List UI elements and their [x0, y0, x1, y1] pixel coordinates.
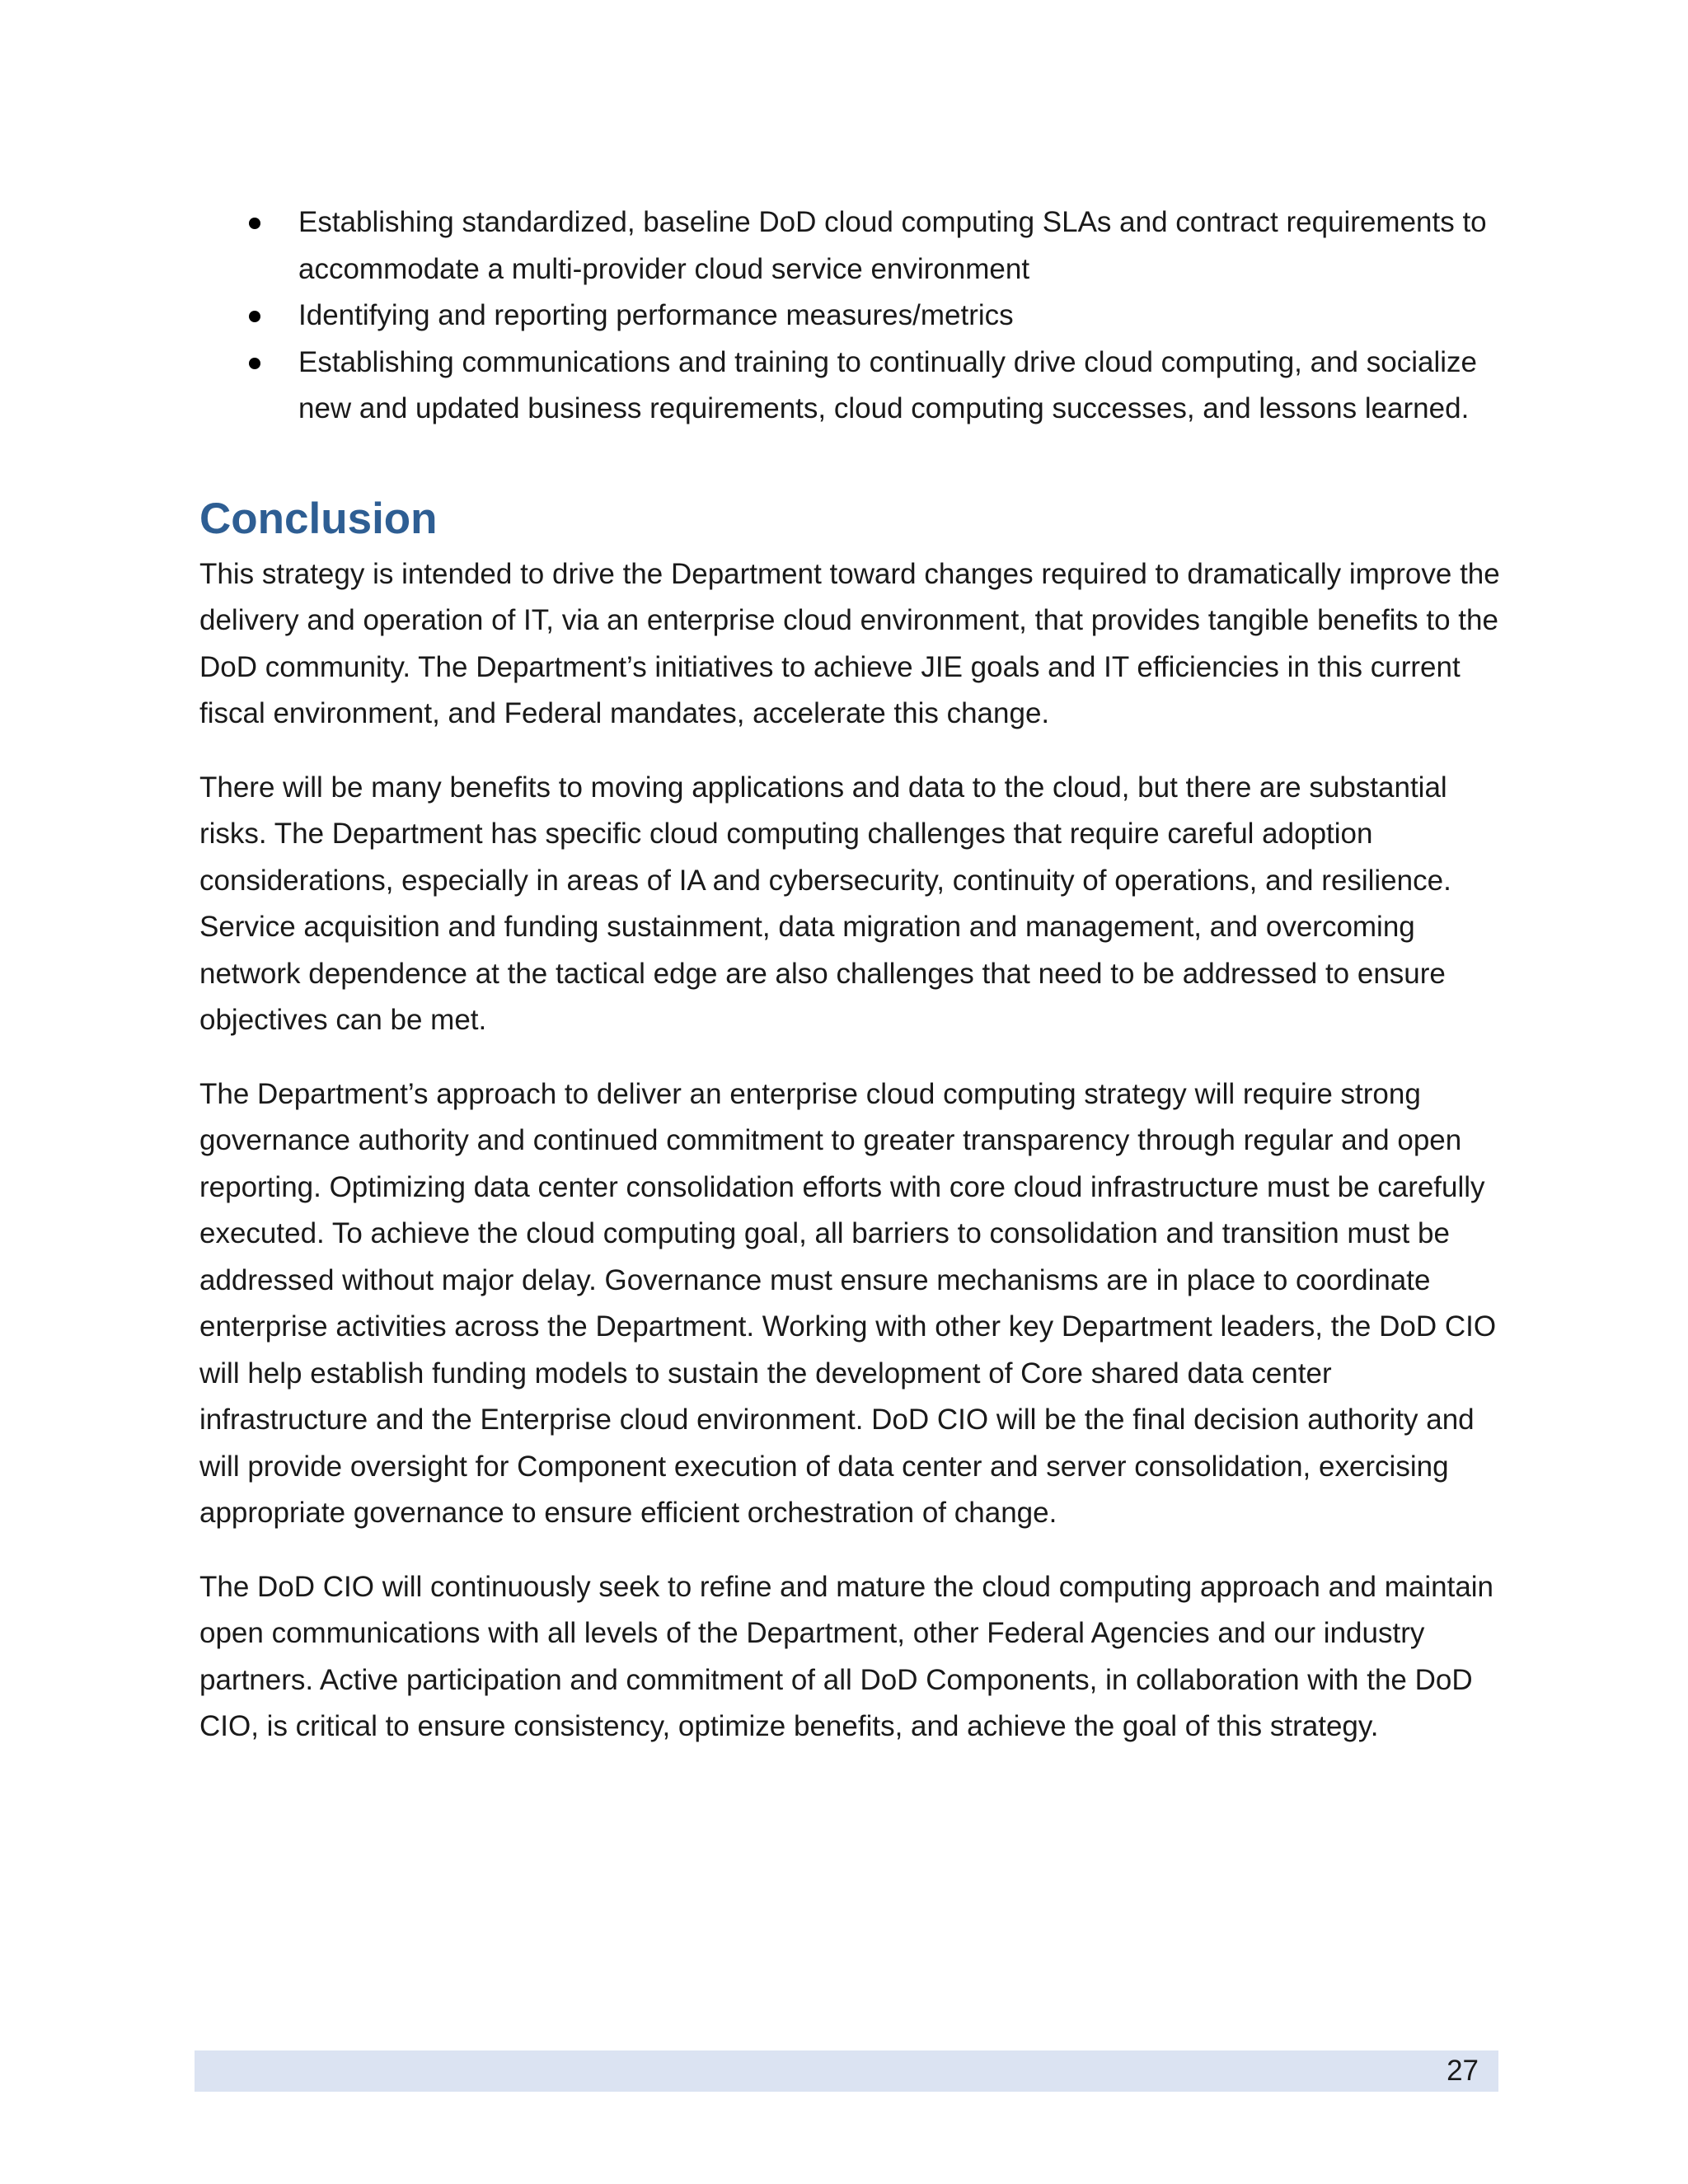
- paragraph: The DoD CIO will continuously seek to refine and mature the cloud computing approach and maintain open communications with all levels of the Department, other Federal Agencies and our industry partners. Active participation and commitment of all DoD Components, in collaboration with the DoD CIO, is critical to ensure consistency, optimize benefits, and achieve the goal of this strategy.: [199, 1570, 1494, 1742]
- bullet-dot-icon: [249, 311, 260, 322]
- bullet-text: Identifying and reporting performance measures/metrics: [298, 299, 1014, 331]
- paragraph: The Department’s approach to deliver an enterprise cloud computing strategy will require strong governance authority and continued commitment to greater transparency through regular and open reporting. Optimizing data center consolidation efforts with core cloud infrastructure must be carefully executed. To achieve the cloud computing goal, all barriers to consolidation and transition must be addressed without major delay. Governance must ensure mechanisms are in place to coordinate enterprise activities across the Department. Working with other key Department leaders, the DoD CIO will help establish funding models to sustain the development of Core shared data center infrastructure and the Enterprise cloud environment. DoD CIO will be the final decision authority and will provide oversight for Component execution of data center and server consolidation, exercising appropriate governance to ensure efficient orchestration of change.: [199, 1077, 1497, 1529]
- bullet-item: [199, 293, 1502, 340]
- paragraph: There will be many benefits to moving applications and data to the cloud, but there are substantial risks. The Department has specific cloud computing challenges that require careful adoption considerations, especially in areas of IA and cybersecurity, continuity of operations, and resilience. Service acquisition and funding sustainment, data migration and management, and overcoming network dependence at the tactical edge are also challenges that need to be addressed to ensure objectives can be met.: [199, 771, 1451, 1036]
- bullet-text: Establishing standardized, baseline DoD cloud computing SLAs and contract requirements to accommodate a multi-provider cloud service environment: [298, 206, 1487, 285]
- bullet-dot-icon: [249, 218, 260, 229]
- paragraph: This strategy is intended to drive the Department toward changes required to dramatically improve the delivery and operation of IT, via an enterprise cloud environment, that provides tangible benefits to the DoD community. The Department’s initiatives to achieve JIE goals and IT efficiencies in this current fiscal environment, and Federal mandates, accelerate this change.: [199, 557, 1500, 729]
- bullet-list: [199, 199, 1502, 433]
- footer-bar: [195, 2050, 1498, 2092]
- bullet-item: [199, 340, 1502, 433]
- page-number: 27: [1447, 2055, 1479, 2087]
- page-content: [199, 199, 1502, 1778]
- bullet-text: Establishing communications and training to continually drive cloud computing, and socialize new and updated business requirements, cloud computing successes, and lessons learned.: [298, 345, 1477, 424]
- section-heading: Conclusion: [199, 494, 438, 543]
- bullet-item: [199, 199, 1502, 293]
- bullet-dot-icon: [249, 358, 260, 369]
